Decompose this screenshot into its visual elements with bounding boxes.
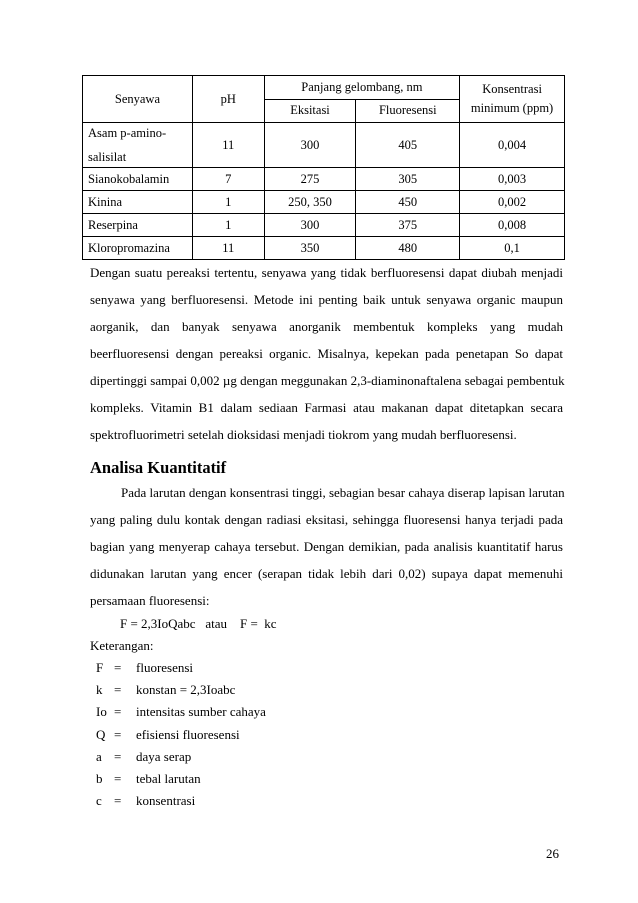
- legend-description: intensitas sumber cahaya: [136, 704, 266, 720]
- legend-equals: =: [114, 770, 122, 786]
- paragraph-line: dipertinggi sampai 0,002 µg dengan meggunakan 2,3-diaminonaftalena sebagai pembentuk: [90, 373, 565, 388]
- table-row: [83, 191, 565, 214]
- cell-ph: 7: [192, 168, 264, 191]
- legend-description: fluoresensi: [136, 660, 194, 675]
- legend-equals: =: [114, 704, 122, 720]
- formula-legend: [96, 657, 266, 812]
- cell-konsentrasi: 0,1: [460, 237, 565, 260]
- paragraph-line: yang paling dulu kontak dengan radiasi eksitasi, sehingga fluoresensi hanya terjadi pada: [90, 512, 563, 527]
- legend-description: konstan = 2,3Ioabc: [136, 682, 236, 698]
- cell-eksitasi: 350: [264, 237, 356, 260]
- paragraph-line: didunakan larutan yang encer (serapan tidak lebih dari 0,02) supaya dapat memenuhi: [90, 566, 563, 581]
- header-konsentrasi: [460, 76, 565, 123]
- cell-fluoresensi: 305: [356, 168, 460, 191]
- legend-symbol: a: [96, 748, 102, 764]
- paragraph-line: persamaan fluoresensi:: [90, 593, 210, 608]
- table-row: [83, 214, 565, 237]
- fluorescence-formula: F = 2,3IoQabc atau F = kc: [120, 616, 277, 631]
- paragraph-line: spektrofluorimetri setelah dioksidasi menjadi tiokrom yang mudah berfluoresensi.: [90, 427, 517, 442]
- legend-symbol: F: [96, 660, 104, 675]
- legend-symbol: Io: [96, 704, 107, 720]
- page-number: 26: [546, 846, 559, 861]
- cell-fluoresensi: 480: [356, 237, 460, 260]
- table-row: [83, 168, 565, 191]
- legend-item: [96, 790, 266, 812]
- legend-description: efisiensi fluoresensi: [136, 726, 240, 742]
- legend-description: konsentrasi: [136, 793, 196, 809]
- cell-eksitasi: 300: [264, 214, 356, 237]
- cell-senyawa-line2: salisilat: [88, 149, 127, 164]
- paragraph-line: Dengan suatu pereaksi tertentu, senyawa yang tidak berfluoresensi dapat diubah menjadi: [90, 265, 563, 280]
- section-title: Analisa Kuantitatif: [90, 458, 227, 477]
- paragraph-line: bagian yang menyerap cahaya tersebut. Dengan demikian, pada analisis kuantitatif harus: [90, 539, 563, 554]
- cell-fluoresensi: 450: [356, 191, 460, 214]
- paragraph-line: beerfluoresensi dengan pereaksi organic. Misalnya, kepekan pada penetapan So dapat: [90, 346, 563, 361]
- header-panjang-gelombang: Panjang gelombang, nm: [264, 76, 460, 100]
- cell-eksitasi: 300: [264, 123, 356, 168]
- cell-konsentrasi: 0,008: [460, 214, 565, 237]
- cell-eksitasi: 275: [264, 168, 356, 191]
- paragraph-line: senyawa yang berfluoresensi. Metode ini penting baik untuk senyawa organic maupun: [90, 292, 563, 307]
- legend-description: tebal larutan: [136, 770, 201, 786]
- cell-ph: 11: [192, 123, 264, 168]
- legend-item: [96, 701, 266, 723]
- legend-equals: =: [114, 748, 122, 764]
- table-header-row: [83, 76, 565, 100]
- cell-ph: 11: [192, 237, 264, 260]
- cell-konsentrasi: 0,004: [460, 123, 565, 168]
- cell-konsentrasi: 0,002: [460, 191, 565, 214]
- legend-symbol: k: [96, 682, 103, 698]
- table-row: [83, 237, 565, 260]
- cell-eksitasi: 250, 350: [264, 191, 356, 214]
- cell-ph: 1: [192, 191, 264, 214]
- cell-senyawa: [83, 123, 193, 168]
- paragraph-line: aorganik, dan banyak senyawa anorganik membentuk kompleks yang mudah: [90, 319, 563, 334]
- header-fluoresensi: Fluoresensi: [356, 99, 460, 123]
- cell-ph: 1: [192, 214, 264, 237]
- paragraph-line: kompleks. Vitamin B1 dalam sediaan Farmasi atau makanan dapat ditetapkan secara: [90, 400, 563, 415]
- legend-item: [96, 679, 266, 701]
- legend-description: daya serap: [136, 748, 192, 764]
- keterangan-title: Keterangan:: [90, 638, 154, 653]
- cell-senyawa-line1: Asam p-amino-: [88, 125, 167, 140]
- paragraph-reagent-fluorescence: [90, 259, 563, 448]
- legend-equals: =: [114, 726, 122, 742]
- cell-senyawa: Kinina: [83, 191, 193, 214]
- legend-item: [96, 724, 266, 746]
- cell-konsentrasi: 0,003: [460, 168, 565, 191]
- legend-item: [96, 657, 266, 679]
- table-row: [83, 123, 565, 168]
- paragraph-quantitative-analysis: [90, 479, 563, 614]
- cell-senyawa: Sianokobalamin: [83, 168, 193, 191]
- legend-equals: =: [114, 682, 122, 698]
- legend-symbol: b: [96, 770, 103, 786]
- cell-fluoresensi: 405: [356, 123, 460, 168]
- paragraph-line: Pada larutan dengan konsentrasi tinggi, sebagian besar cahaya diserap lapisan larutan: [121, 485, 565, 500]
- cell-fluoresensi: 375: [356, 214, 460, 237]
- header-eksitasi: Eksitasi: [264, 99, 356, 123]
- cell-senyawa: Reserpina: [83, 214, 193, 237]
- legend-equals: =: [114, 793, 122, 809]
- legend-item: [96, 746, 266, 768]
- fluorescence-table: [82, 75, 565, 260]
- legend-equals: =: [114, 660, 122, 675]
- header-konsentrasi-line2: minimum (ppm): [470, 101, 554, 115]
- cell-senyawa: Kloropromazina: [83, 237, 193, 260]
- header-ph: pH: [192, 76, 264, 123]
- header-konsentrasi-line1: Konsentrasi: [482, 82, 542, 96]
- legend-symbol: Q: [96, 726, 106, 742]
- legend-item: [96, 768, 266, 790]
- legend-symbol: c: [96, 793, 102, 809]
- header-senyawa: Senyawa: [83, 76, 193, 123]
